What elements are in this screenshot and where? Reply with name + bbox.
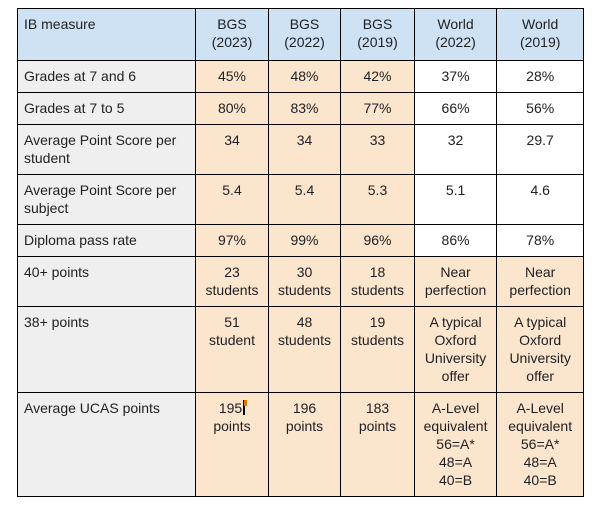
- row-label-cell[interactable]: Average Point Score per student: [18, 125, 196, 175]
- row-label-cell[interactable]: Average Point Score per subject: [18, 175, 196, 225]
- table-row: [18, 61, 584, 93]
- table-cell[interactable]: 5.3: [341, 175, 415, 225]
- table-row: [18, 307, 584, 393]
- header-cell-world-2022[interactable]: World (2022): [414, 9, 497, 61]
- table-cell[interactable]: 86%: [414, 225, 497, 257]
- row-label-cell[interactable]: Diploma pass rate: [18, 225, 196, 257]
- cursor-flag-icon: [244, 400, 247, 406]
- table-cell[interactable]: 77%: [341, 93, 415, 125]
- table-cell[interactable]: 5.4: [196, 175, 269, 225]
- table-row: [18, 93, 584, 125]
- table-cell[interactable]: 30 students: [268, 257, 341, 307]
- ib-results-table: [17, 8, 584, 497]
- cell-value-number: 195: [218, 400, 243, 416]
- table-cell[interactable]: 29.7: [497, 125, 584, 175]
- table-cell[interactable]: 51 student: [196, 307, 269, 393]
- table-cell[interactable]: 33: [341, 125, 415, 175]
- table-cell[interactable]: 18 students: [341, 257, 415, 307]
- table-cell[interactable]: 5.4: [268, 175, 341, 225]
- row-label-cell[interactable]: 38+ points: [18, 307, 196, 393]
- table-cell[interactable]: 5.1: [414, 175, 497, 225]
- table-cell[interactable]: A typical Oxford University offer: [414, 307, 497, 393]
- table-row: [18, 225, 584, 257]
- header-cell-world-2019[interactable]: World (2019): [497, 9, 584, 61]
- table-cell[interactable]: 56%: [497, 93, 584, 125]
- table-cell-editing[interactable]: [196, 393, 269, 497]
- table-cell[interactable]: Near perfection: [497, 257, 584, 307]
- table-cell[interactable]: 66%: [414, 93, 497, 125]
- table-row: [18, 125, 584, 175]
- table-cell[interactable]: Near perfection: [414, 257, 497, 307]
- row-label-cell[interactable]: 40+ points: [18, 257, 196, 307]
- table-cell[interactable]: 83%: [268, 93, 341, 125]
- text-cursor-icon: [243, 400, 245, 415]
- table-cell[interactable]: 78%: [497, 225, 584, 257]
- table-cell[interactable]: 28%: [497, 61, 584, 93]
- table-row: [18, 175, 584, 225]
- table-row: [18, 257, 584, 307]
- row-label-cell[interactable]: Grades at 7 to 5: [18, 93, 196, 125]
- row-label-cell[interactable]: Average UCAS points: [18, 393, 196, 497]
- table-cell[interactable]: 45%: [196, 61, 269, 93]
- cell-value-unit: points: [213, 418, 251, 434]
- table-cell[interactable]: 4.6: [497, 175, 584, 225]
- table-cell[interactable]: A typical Oxford University offer: [497, 307, 584, 393]
- header-cell-measure[interactable]: IB measure: [18, 9, 196, 61]
- table-cell[interactable]: 97%: [196, 225, 269, 257]
- table-cell[interactable]: 48 students: [268, 307, 341, 393]
- table-cell[interactable]: A-Level equivalent 56=A* 48=A 40=B: [414, 393, 497, 497]
- table-cell[interactable]: 42%: [341, 61, 415, 93]
- table-cell[interactable]: 19 students: [341, 307, 415, 393]
- spreadsheet-table: [17, 8, 584, 497]
- header-row: [18, 9, 584, 61]
- table-cell[interactable]: 34: [268, 125, 341, 175]
- table-cell[interactable]: A-Level equivalent 56=A* 48=A 40=B: [497, 393, 584, 497]
- table-cell[interactable]: 196 points: [268, 393, 341, 497]
- table-row: [18, 393, 584, 497]
- table-cell[interactable]: 34: [196, 125, 269, 175]
- table-cell[interactable]: 183 points: [341, 393, 415, 497]
- table-cell[interactable]: 48%: [268, 61, 341, 93]
- table-cell[interactable]: 96%: [341, 225, 415, 257]
- row-label-cell[interactable]: Grades at 7 and 6: [18, 61, 196, 93]
- table-cell[interactable]: 32: [414, 125, 497, 175]
- table-cell[interactable]: 80%: [196, 93, 269, 125]
- table-cell[interactable]: 99%: [268, 225, 341, 257]
- header-cell-bgs-2023[interactable]: BGS (2023): [196, 9, 269, 61]
- table-cell[interactable]: 37%: [414, 61, 497, 93]
- header-cell-bgs-2019[interactable]: BGS (2019): [341, 9, 415, 61]
- table-cell[interactable]: 23 students: [196, 257, 269, 307]
- header-cell-bgs-2022[interactable]: BGS (2022): [268, 9, 341, 61]
